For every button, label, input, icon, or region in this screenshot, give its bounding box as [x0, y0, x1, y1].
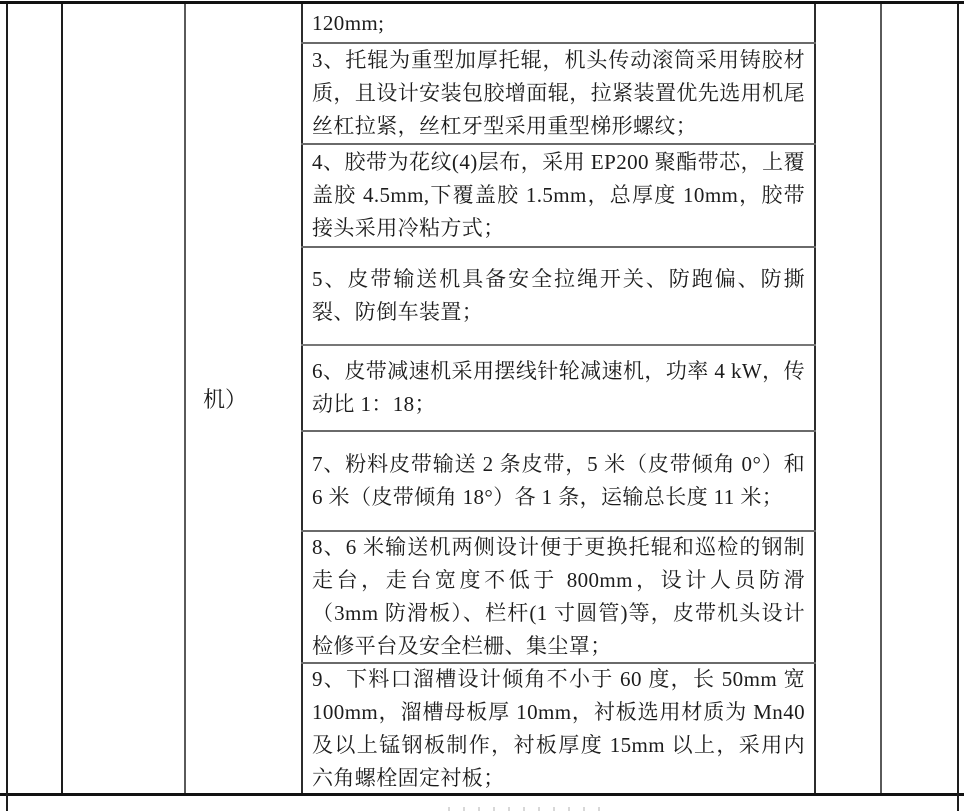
spec-text: 4、胶带为花纹(4)层布，采用 EP200 聚酯带芯，上覆盖胶 4.5mm,下覆盖胶 1.5mm，总厚度 10mm，胶带接头采用冷粘方式； [312, 150, 805, 240]
spec-item-6 [303, 346, 814, 430]
table-cell-col6-empty [882, 4, 957, 793]
spec-text: 3、托辊为重型加厚托辊，机头传动滚筒采用铸胶材质，且设计安装包胶增面辊，拉紧装置优先选用机尾丝杠拉紧，丝杠牙型采用重型梯形螺纹； [312, 48, 805, 138]
spec-text: 120mm; [312, 10, 385, 35]
cutoff-character-tops [448, 807, 608, 811]
table-cell-col5-empty [816, 4, 880, 793]
spec-text: 7、粉料皮带输送 2 条皮带，5 米（皮带倾角 0°）和 6 米（皮带倾角 18°）各 1 条，运输总长度 11 米； [312, 452, 805, 509]
spec-text: 8、6 米输送机两侧设计便于更换托辊和巡检的钢制走台，走台宽度不低于 800mm，设计人员防滑（3mm 防滑板）、栏杆(1 寸圆管)等，皮带机头设计检修平台及安全栏栅、集尘罩； [312, 535, 805, 658]
spec-item-7 [303, 432, 814, 530]
spec-text: 9、下料口溜槽设计倾角不小于 60 度，长 50mm 宽 100mm，溜槽母板厚 10mm，衬板选用材质为 Mn40 及以上锰钢板制作，衬板厚度 15mm 以上，采用内六角螺栓固定衬板； [312, 666, 805, 790]
table-border-right [957, 4, 959, 811]
table-cell-col1-empty [8, 4, 61, 793]
spec-item-3 [303, 44, 814, 143]
spec-text: 5、皮带输送机具备安全拉绳开关、防跑偏、防撕裂、防倒车装置； [312, 267, 805, 324]
table-cell-col2-empty [63, 4, 184, 793]
spec-item-4 [303, 145, 814, 246]
table-cell-equipment-name [186, 4, 301, 793]
equipment-name-partial-text: 机） [203, 387, 248, 412]
spec-item-5 [303, 248, 814, 344]
spec-text: 6、皮带减速机采用摆线针轮减速机，功率 4 kW，传动比 1：18； [312, 359, 805, 416]
spec-item-9 [303, 664, 814, 793]
spec-item-cutoff-120mm [303, 4, 814, 42]
spec-item-8 [303, 532, 814, 662]
